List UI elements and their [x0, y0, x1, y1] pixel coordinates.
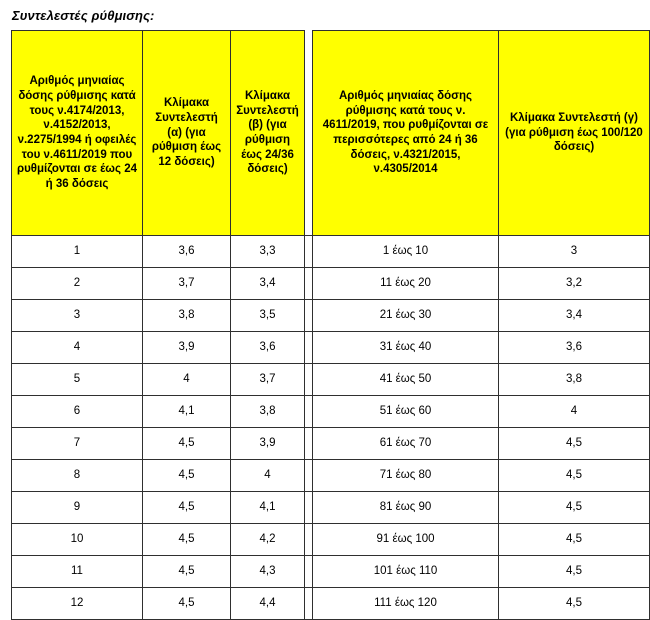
row-spacer [305, 332, 313, 364]
header-spacer [305, 31, 313, 236]
cell-coefficient-beta: 4,3 [231, 556, 305, 588]
table-row [12, 236, 650, 268]
table-caption: Συντελεστές ρύθμισης: [12, 8, 155, 23]
cell-installment-range-b: 11 έως 20 [313, 268, 499, 300]
cell-coefficient-gamma: 4,5 [499, 524, 650, 556]
row-spacer [305, 492, 313, 524]
cell-installment-number-a: 9 [12, 492, 143, 524]
cell-coefficient-beta: 4,2 [231, 524, 305, 556]
cell-coefficient-alpha: 4,1 [143, 396, 231, 428]
cell-installment-range-b: 1 έως 10 [313, 236, 499, 268]
table-row [12, 492, 650, 524]
cell-coefficient-beta: 3,3 [231, 236, 305, 268]
cell-installment-range-b: 21 έως 30 [313, 300, 499, 332]
cell-installment-number-a: 10 [12, 524, 143, 556]
cell-installment-number-a: 3 [12, 300, 143, 332]
cell-coefficient-beta: 3,4 [231, 268, 305, 300]
cell-coefficient-beta: 3,8 [231, 396, 305, 428]
row-spacer [305, 300, 313, 332]
cell-installment-range-b: 41 έως 50 [313, 364, 499, 396]
cell-installment-number-a: 2 [12, 268, 143, 300]
cell-coefficient-beta: 3,7 [231, 364, 305, 396]
cell-installment-range-b: 51 έως 60 [313, 396, 499, 428]
cell-coefficient-gamma: 3,2 [499, 268, 650, 300]
coefficients-table [11, 30, 650, 620]
table-row [12, 268, 650, 300]
cell-coefficient-alpha: 4,5 [143, 428, 231, 460]
cell-installment-range-b: 31 έως 40 [313, 332, 499, 364]
cell-installment-range-b: 91 έως 100 [313, 524, 499, 556]
cell-coefficient-alpha: 3,8 [143, 300, 231, 332]
row-spacer [305, 396, 313, 428]
row-spacer [305, 524, 313, 556]
cell-installment-range-b: 81 έως 90 [313, 492, 499, 524]
cell-coefficient-beta: 4,4 [231, 588, 305, 620]
table-row [12, 556, 650, 588]
cell-coefficient-alpha: 4,5 [143, 588, 231, 620]
cell-coefficient-gamma: 4,5 [499, 492, 650, 524]
cell-installment-range-b: 101 έως 110 [313, 556, 499, 588]
cell-coefficient-alpha: 3,7 [143, 268, 231, 300]
cell-coefficient-gamma: 4,5 [499, 460, 650, 492]
cell-coefficient-gamma: 4,5 [499, 588, 650, 620]
table-body [12, 236, 650, 620]
table-header-row [12, 31, 650, 236]
table-row [12, 396, 650, 428]
row-spacer [305, 428, 313, 460]
cell-installment-number-a: 4 [12, 332, 143, 364]
column-header-installment-number-b: Αριθμός μηνιαίας δόσης ρύθμισης κατά τους ν. 4611/2019, που ρυθμίζονται σε περισσότερες από 24 ή 36 δόσεις, ν.4321/2015, ν.4305/2014 [313, 31, 499, 236]
row-spacer [305, 556, 313, 588]
cell-coefficient-gamma: 4,5 [499, 556, 650, 588]
cell-installment-number-a: 5 [12, 364, 143, 396]
table-header [12, 31, 650, 236]
cell-coefficient-alpha: 3,9 [143, 332, 231, 364]
cell-coefficient-beta: 3,9 [231, 428, 305, 460]
column-header-coefficient-beta: Κλίμακα Συντελεστή (β) (για ρύθμιση έως 24/36 δόσεις) [231, 31, 305, 236]
cell-installment-range-b: 61 έως 70 [313, 428, 499, 460]
cell-coefficient-beta: 3,5 [231, 300, 305, 332]
cell-coefficient-gamma: 3,6 [499, 332, 650, 364]
table-row [12, 364, 650, 396]
column-header-coefficient-gamma: Κλίμακα Συντελεστή (γ) (για ρύθμιση έως 100/120 δόσεις) [499, 31, 650, 236]
cell-coefficient-beta: 4,1 [231, 492, 305, 524]
cell-installment-number-a: 11 [12, 556, 143, 588]
cell-coefficient-alpha: 4,5 [143, 460, 231, 492]
cell-coefficient-gamma: 3 [499, 236, 650, 268]
table-row [12, 524, 650, 556]
cell-coefficient-beta: 4 [231, 460, 305, 492]
cell-coefficient-alpha: 3,6 [143, 236, 231, 268]
row-spacer [305, 364, 313, 396]
cell-installment-range-b: 111 έως 120 [313, 588, 499, 620]
cell-coefficient-alpha: 4,5 [143, 492, 231, 524]
row-spacer [305, 236, 313, 268]
cell-installment-number-a: 8 [12, 460, 143, 492]
cell-coefficient-gamma: 3,4 [499, 300, 650, 332]
row-spacer [305, 460, 313, 492]
cell-installment-number-a: 1 [12, 236, 143, 268]
cell-installment-range-b: 71 έως 80 [313, 460, 499, 492]
table-row [12, 428, 650, 460]
table-row [12, 332, 650, 364]
cell-coefficient-gamma: 4,5 [499, 428, 650, 460]
cell-coefficient-beta: 3,6 [231, 332, 305, 364]
column-header-installment-number-a: Αριθμός μηνιαίας δόσης ρύθμισης κατά τους ν.4174/2013, ν.4152/2013, ν.2275/1994 ή οφειλές του ν.4611/2019 που ρυθμίζονται σε έως 24 ή 36 δόσεις [12, 31, 143, 236]
table-row [12, 300, 650, 332]
row-spacer [305, 588, 313, 620]
table-row [12, 588, 650, 620]
cell-installment-number-a: 12 [12, 588, 143, 620]
column-header-coefficient-alpha: Κλίμακα Συντελεστή (α) (για ρύθμιση έως 12 δόσεις) [143, 31, 231, 236]
cell-coefficient-alpha: 4,5 [143, 524, 231, 556]
cell-installment-number-a: 6 [12, 396, 143, 428]
cell-installment-number-a: 7 [12, 428, 143, 460]
table-row [12, 460, 650, 492]
row-spacer [305, 268, 313, 300]
cell-coefficient-gamma: 3,8 [499, 364, 650, 396]
cell-coefficient-alpha: 4,5 [143, 556, 231, 588]
cell-coefficient-gamma: 4 [499, 396, 650, 428]
cell-coefficient-alpha: 4 [143, 364, 231, 396]
